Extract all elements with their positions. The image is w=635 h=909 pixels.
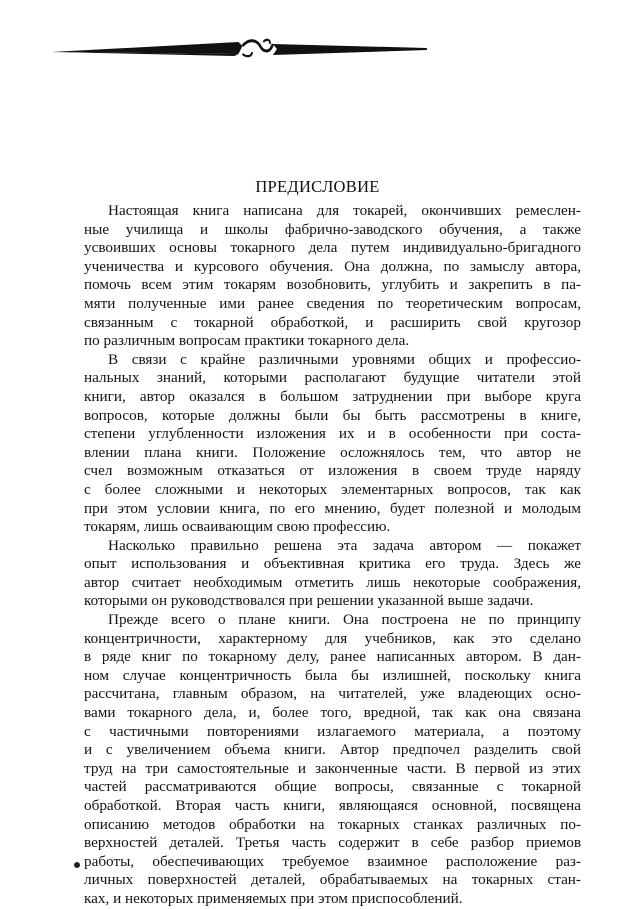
page-title: ПРЕДИСЛОВИЕ: [255, 177, 380, 196]
text-line: [84, 388, 581, 407]
text-line-content: Прежде всего о плане книги. Она построена не по принципу: [108, 611, 581, 629]
text-line-content: Насколько правильно решена эта задача автором — покажет: [108, 536, 581, 554]
text-line: [84, 221, 581, 240]
text-line: [84, 574, 581, 593]
text-line-content: труд на три самостоятельные и законченные части. В первой из этих: [84, 759, 581, 777]
text-line-content: обработкой. Вторая часть книги, являющаяся основной, посвящена: [84, 797, 581, 814]
text-line-content: счел возможным отказаться от изложения в своем труде наряду: [84, 462, 581, 480]
text-line: [84, 481, 581, 500]
text-line-content: описанию методов обработки на токарных станках различных по-: [84, 815, 581, 833]
text-line-content: работы, обеспечивающих требуемое взаимное расположение раз-: [84, 852, 581, 870]
text-line-content: которыми он руководствовался при решении указанной выше задачи.: [84, 592, 534, 610]
text-line: [84, 369, 581, 388]
text-line-content: опыт использования и объективная критика его труда. Здесь же: [84, 555, 581, 573]
text-line-content: нальных знаний, которыми располагают будущие читатели этой: [84, 369, 581, 387]
text-line: [84, 592, 581, 611]
text-line-content: и с увеличением объема книги. Автор предпочел разделить свой: [84, 741, 581, 759]
text-line: [84, 853, 581, 872]
text-line: [84, 314, 581, 333]
text-line-content: вопросов, которые должны были бы быть рассмотрены в книге,: [84, 406, 581, 424]
text-line: [84, 741, 581, 760]
text-line-content: частей рассматриваются общие вопросы, связанные с токарной: [84, 778, 581, 796]
paragraph: [84, 202, 581, 351]
text-line-content: верхностей деталей. Третья часть содержит в себе разбор приемов: [84, 834, 581, 852]
text-line: [84, 890, 581, 909]
text-line-content: вами токарного дела, и, более того, вредной, так как она связана: [84, 704, 581, 722]
text-line-content: влении плана книги. Положение осложнялось тем, что автор не: [84, 443, 581, 461]
text-line: [84, 704, 581, 723]
text-line-content: В связи с крайне различными уровнями общих и профессио-: [108, 350, 581, 368]
text-line: [84, 295, 581, 314]
text-line: [84, 555, 581, 574]
text-line-content: ные училища и школы фабрично-заводского обучения, а также: [84, 220, 581, 238]
text-line: [84, 630, 581, 649]
paragraph: [84, 611, 581, 909]
text-line: [84, 871, 581, 890]
stray-mark: [74, 862, 80, 868]
text-line: [84, 797, 581, 816]
text-line-content: с частичными повторениями излагаемого материала, а поэтому: [84, 722, 581, 740]
text-line-content: концентричности, характерному для учебников, как это сделано: [84, 629, 581, 647]
text-line-content: Настоящая книга написана для токарей, окончивших ремеслен-: [108, 202, 581, 219]
text-line-content: с более сложными и некоторых элементарных вопросов, так как: [84, 480, 581, 498]
text-line: [84, 276, 581, 295]
text-line: [84, 723, 581, 742]
text-line-content: по различным вопросам практики токарного дела.: [84, 332, 410, 350]
text-line-content: рассчитана, главным образом, на читателей, уже владеющих осно-: [84, 685, 581, 703]
text-line-content: при этом условии книга, по его мнению, будет полезной и молодым: [84, 499, 581, 517]
paragraph: [84, 537, 581, 611]
text-line-content: книги, автор оказался в большом затруднении при выборе круга: [84, 387, 581, 405]
text-line: [84, 407, 581, 426]
text-line: [84, 834, 581, 853]
text-line-content: автор считает необходимым отметить лишь некоторые соображения,: [84, 573, 581, 591]
decorative-divider-ornament: [50, 30, 475, 70]
text-line-content: связанным с токарной обработкой, и расширить свой кругозор: [84, 313, 581, 331]
text-line: [84, 685, 581, 704]
text-line: [84, 351, 581, 370]
text-line-content: усвоивших основы токарного дела путем индивидуально-бригадного: [84, 239, 581, 257]
text-line-content: помочь всем этим токарям возобновить, углубить и закрепить в па-: [84, 276, 581, 294]
text-line-content: ученичества и курсового обучения. Она должна, по замыслу автора,: [84, 257, 581, 275]
ornament-graphic: [50, 30, 475, 70]
text-line-content: личных поверхностей деталей, обрабатываемых на токарных стан-: [84, 871, 581, 889]
text-line: [84, 518, 581, 537]
text-line-content: ках, и некоторых применяемых при этом приспособлений.: [84, 889, 463, 907]
preface-body: [84, 202, 581, 909]
text-line: [84, 760, 581, 779]
text-line: [84, 667, 581, 686]
text-line: [84, 816, 581, 835]
text-line: [84, 462, 581, 481]
text-line-content: ном случае концентричность была бы излишней, поскольку книга: [84, 666, 581, 684]
paragraph: [84, 351, 581, 537]
text-line-content: мяти полученные ими ранее сведения по теоретическим вопросам,: [84, 294, 581, 312]
text-line: [84, 425, 581, 444]
text-line: [84, 611, 581, 630]
text-line: [84, 239, 581, 258]
text-line: [84, 332, 581, 351]
text-line: [84, 537, 581, 556]
text-line: [84, 778, 581, 797]
text-line: [84, 500, 581, 519]
text-line: [84, 444, 581, 463]
text-line: [84, 258, 581, 277]
text-line-content: степени углубленности изложения их и в особенности при соста-: [84, 425, 581, 443]
text-line: [84, 648, 581, 667]
text-line-content: в ряде книг по токарному делу, ранее написанных автором. В дан-: [84, 648, 581, 666]
text-line: [84, 202, 581, 221]
text-line-content: токарям, лишь осваивающим свою профессию.: [84, 518, 391, 536]
